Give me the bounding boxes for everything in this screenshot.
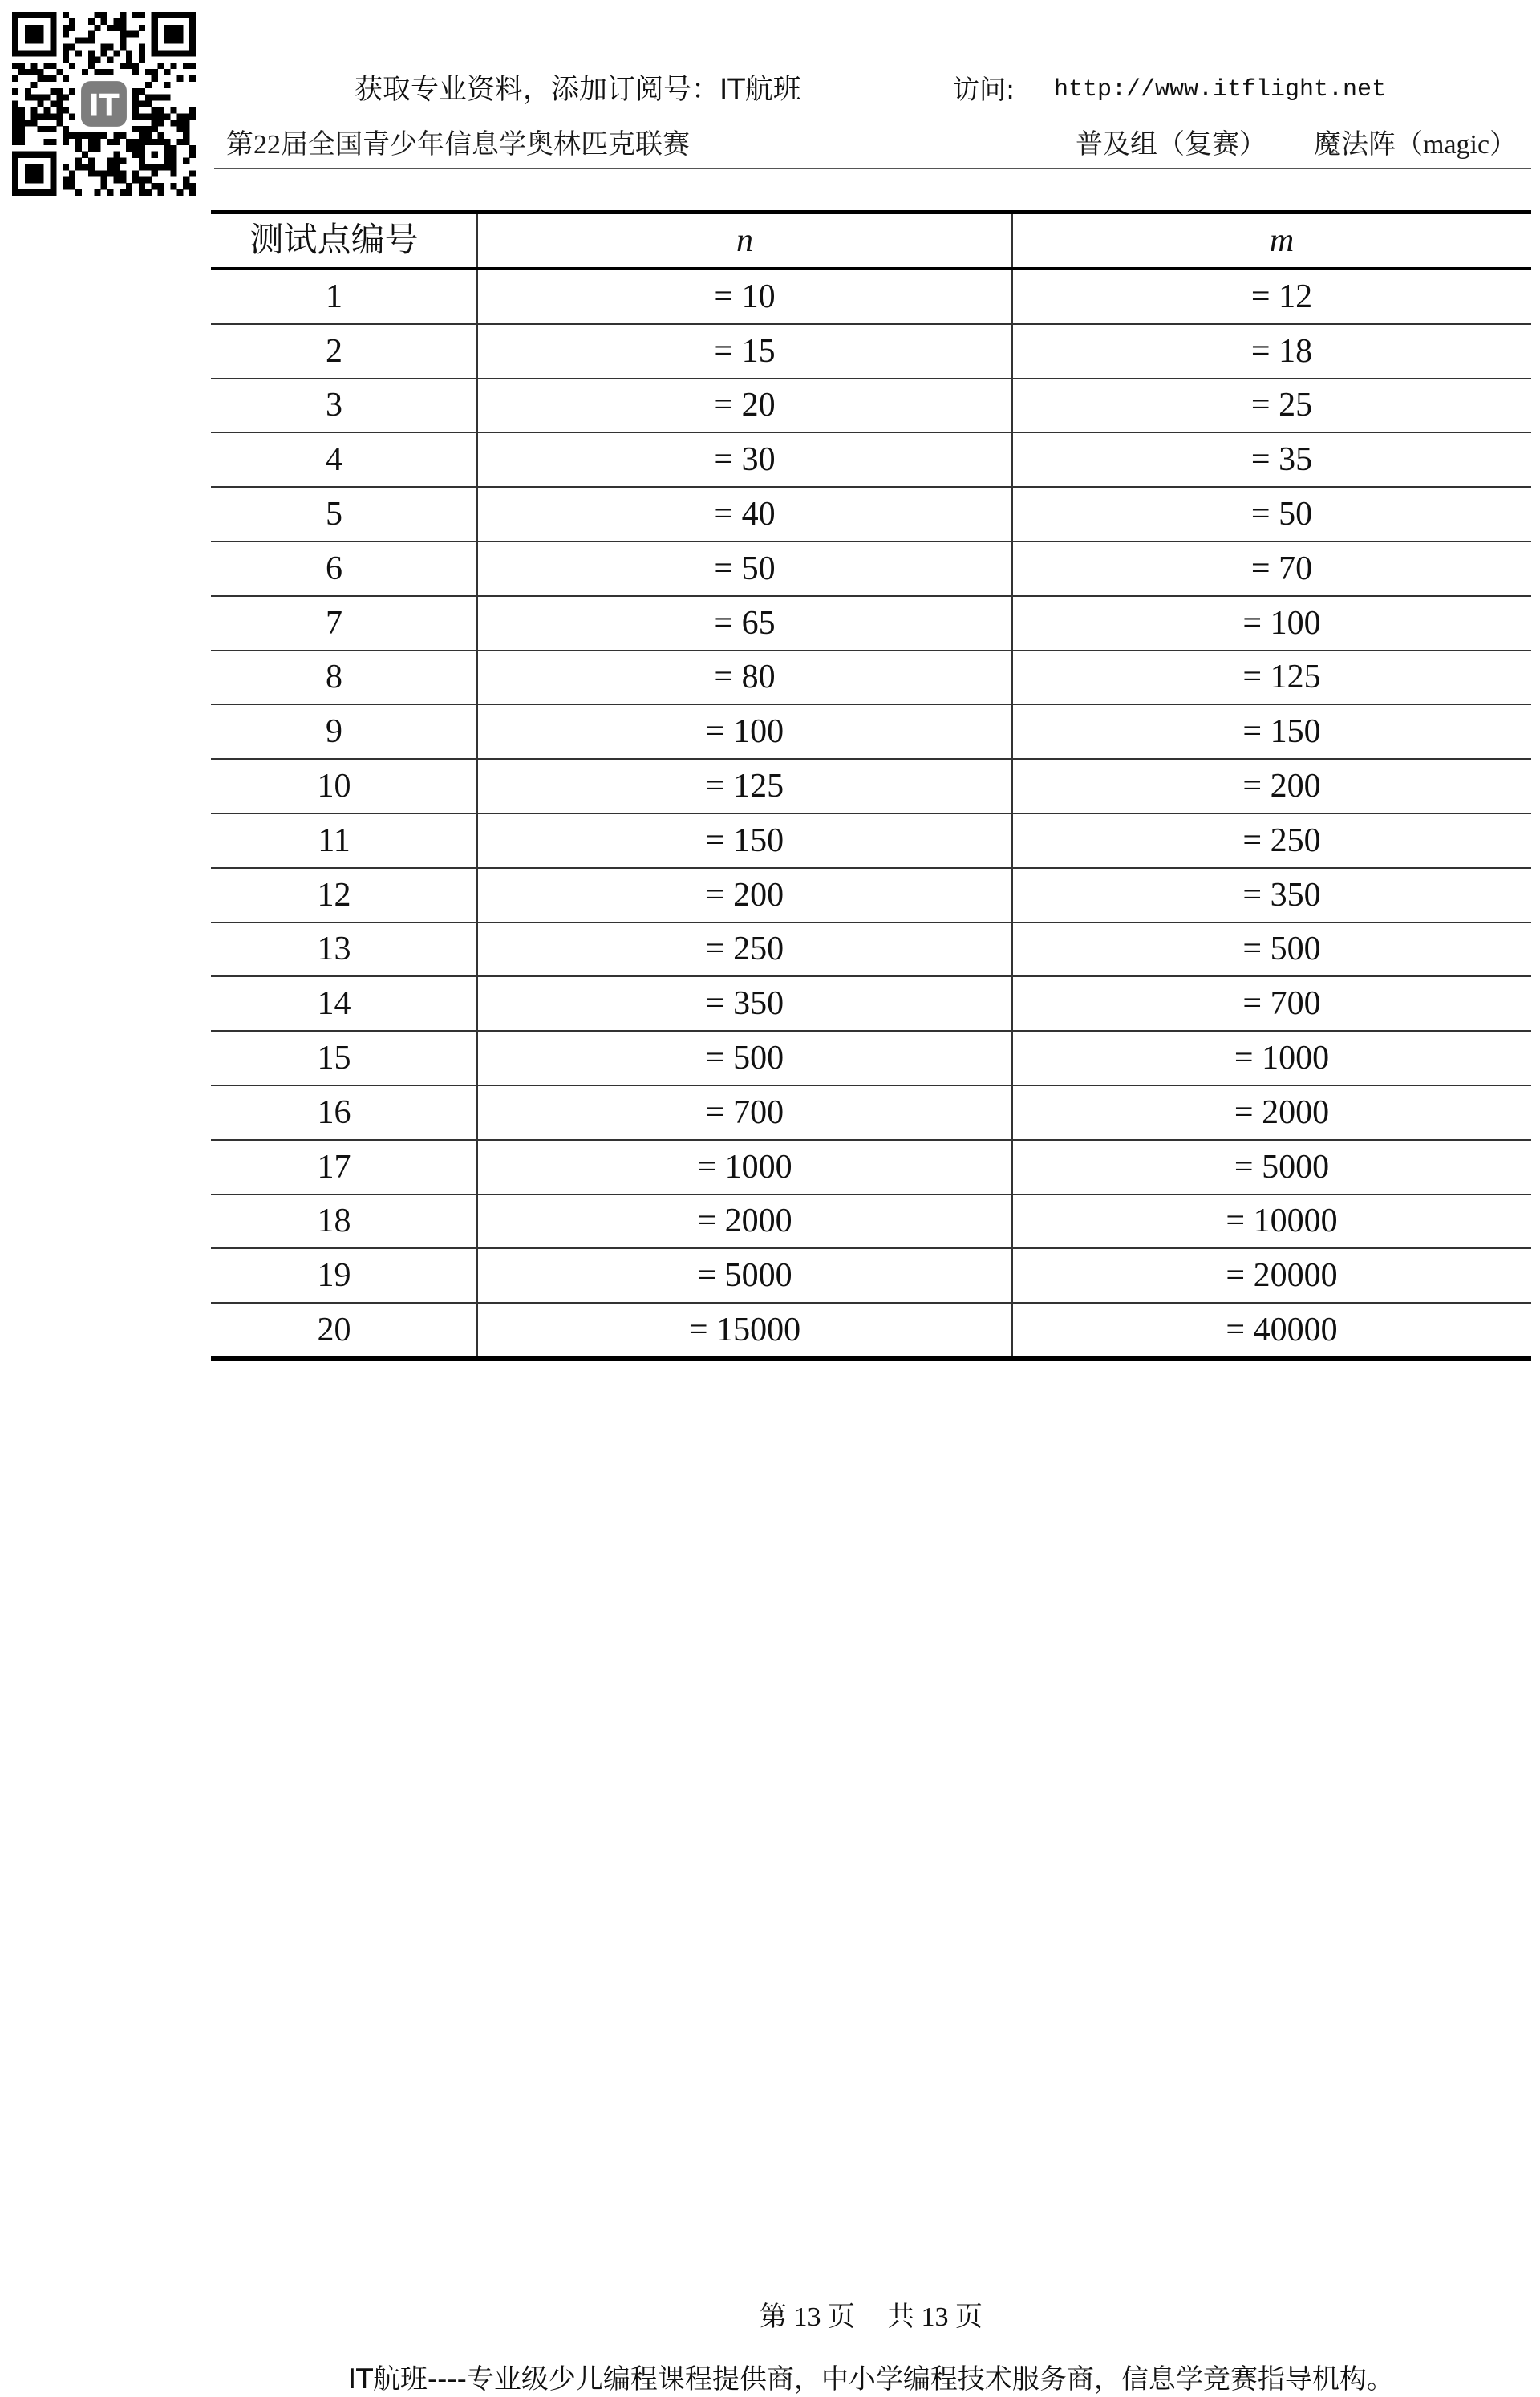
cell-m: = 1000 <box>1234 1040 1330 1077</box>
table-row <box>211 433 1531 488</box>
cell-n: = 15 <box>478 325 1013 378</box>
cell-m: = 350 <box>1242 876 1321 914</box>
header-cell-testcase: 测试点编号 <box>211 214 478 267</box>
table-row <box>211 379 1531 434</box>
cell-n: = 700 <box>478 1086 1013 1139</box>
cell-testcase-id: 16 <box>211 1086 478 1139</box>
group-label: 普及组（复赛） <box>1076 130 1266 160</box>
cell-testcase-id: 18 <box>211 1195 478 1248</box>
visit-label: 访问: <box>953 74 1015 105</box>
table-row <box>211 597 1531 651</box>
cell-n: = 80 <box>478 651 1013 704</box>
qr-code <box>12 12 196 196</box>
cell-n: = 125 <box>478 760 1013 813</box>
cell-m: = 100 <box>1242 604 1321 642</box>
cell-m: = 125 <box>1242 659 1321 696</box>
cell-m: = 700 <box>1242 985 1321 1023</box>
data-table <box>211 210 1531 1361</box>
table-row <box>211 923 1531 978</box>
table-row <box>211 1141 1531 1195</box>
cell-m: = 2000 <box>1234 1093 1330 1131</box>
cell-n: = 100 <box>478 705 1013 758</box>
promo-text: 获取专业资料，添加订阅号：IT航班 <box>355 74 801 106</box>
table-row <box>211 1249 1531 1304</box>
cell-testcase-id: 7 <box>211 597 478 650</box>
cell-n: = 50 <box>478 542 1013 595</box>
cell-testcase-id: 8 <box>211 651 478 704</box>
table-row <box>211 1195 1531 1250</box>
table-header-row <box>211 210 1531 270</box>
table-row <box>211 1032 1531 1086</box>
cell-testcase-id: 3 <box>211 379 478 432</box>
cell-n: = 350 <box>478 977 1013 1030</box>
table-row <box>211 1304 1531 1361</box>
cell-testcase-id: 6 <box>211 542 478 595</box>
cell-n: = 500 <box>478 1032 1013 1085</box>
cell-testcase-id: 9 <box>211 705 478 758</box>
cell-testcase-id: 14 <box>211 977 478 1030</box>
header-cell-n: n <box>478 214 1013 267</box>
table-row <box>211 760 1531 814</box>
cell-testcase-id: 10 <box>211 760 478 813</box>
cell-n: = 150 <box>478 814 1013 867</box>
cell-m: = 200 <box>1242 768 1321 805</box>
cell-n: = 30 <box>478 433 1013 486</box>
cell-testcase-id: 12 <box>211 869 478 922</box>
cell-testcase-id: 15 <box>211 1032 478 1085</box>
cell-testcase-id: 13 <box>211 923 478 976</box>
cell-testcase-id: 20 <box>211 1304 478 1356</box>
cell-n: = 2000 <box>478 1195 1013 1248</box>
cell-n: = 5000 <box>478 1249 1013 1302</box>
footer-tagline: IT航班----专业级少儿编程课程提供商，中小学编程技术服务商，信息学竞赛指导机构。 <box>348 2363 1394 2395</box>
cell-n: = 40 <box>478 488 1013 541</box>
cell-m: = 500 <box>1242 931 1321 968</box>
table-row <box>211 977 1531 1032</box>
table-row <box>211 325 1531 379</box>
table-row <box>211 814 1531 869</box>
cell-testcase-id: 11 <box>211 814 478 867</box>
cell-m: = 10000 <box>1226 1203 1338 1240</box>
cell-m: = 12 <box>1250 278 1313 315</box>
footer-page-number <box>211 2303 1531 2332</box>
qr-logo <box>77 77 130 130</box>
table-row <box>211 270 1531 325</box>
cell-testcase-id: 4 <box>211 433 478 486</box>
table-row <box>211 488 1531 542</box>
cell-m: = 70 <box>1250 550 1313 587</box>
table-row <box>211 542 1531 597</box>
table-row <box>211 869 1531 923</box>
cell-testcase-id: 17 <box>211 1141 478 1194</box>
cell-m: = 20000 <box>1226 1257 1338 1295</box>
table-row <box>211 1086 1531 1141</box>
contest-title: 第22届全国青少年信息学奥林匹克联赛 <box>226 130 690 160</box>
cell-testcase-id: 19 <box>211 1249 478 1302</box>
problem-title: 魔法阵（magic） <box>1314 130 1518 160</box>
cell-m: = 50 <box>1250 496 1313 533</box>
table-row <box>211 651 1531 706</box>
cell-n: = 1000 <box>478 1141 1013 1194</box>
cell-testcase-id: 2 <box>211 325 478 378</box>
cell-testcase-id: 1 <box>211 270 478 323</box>
header-rule <box>214 168 1531 169</box>
cell-m: = 40000 <box>1226 1311 1338 1349</box>
cell-n: = 200 <box>478 869 1013 922</box>
table-row <box>211 705 1531 760</box>
cell-m: = 250 <box>1242 821 1321 859</box>
cell-m: = 5000 <box>1234 1148 1330 1186</box>
qr-logo-text: IT <box>88 87 120 123</box>
header-cell-m: m <box>1269 222 1295 259</box>
cell-m: = 35 <box>1250 441 1313 479</box>
cell-n: = 10 <box>478 270 1013 323</box>
cell-n: = 65 <box>478 597 1013 650</box>
cell-m: = 150 <box>1242 713 1321 751</box>
cell-n: = 250 <box>478 923 1013 976</box>
cell-n: = 20 <box>478 379 1013 432</box>
cell-n: = 15000 <box>478 1304 1013 1356</box>
visit-url: http://www.itflight.net <box>1054 76 1387 103</box>
cell-testcase-id: 5 <box>211 488 478 541</box>
page-total: 共 13 页 <box>887 2302 983 2332</box>
cell-m: = 18 <box>1250 332 1313 370</box>
page-current: 第 13 页 <box>760 2302 855 2332</box>
cell-m: = 25 <box>1250 387 1313 424</box>
